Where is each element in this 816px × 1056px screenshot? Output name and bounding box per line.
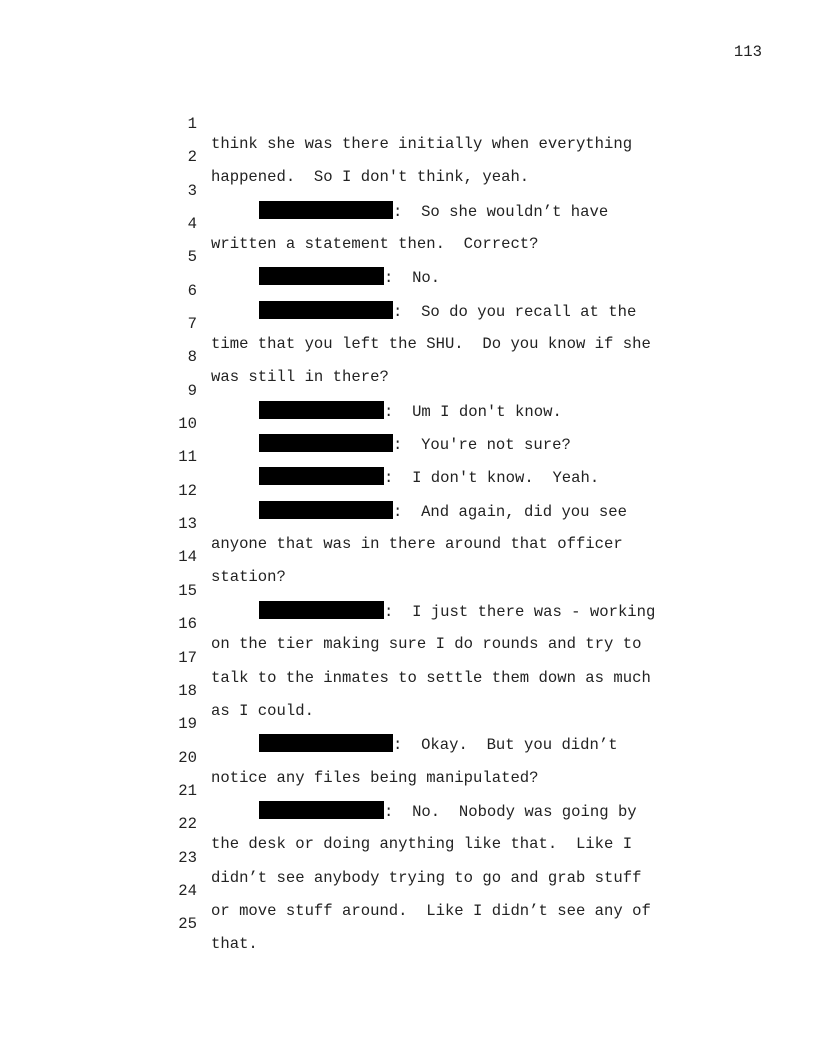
line-number: 8 [187, 348, 197, 367]
line-number: 19 [178, 715, 197, 734]
transcript-line [0, 594, 816, 654]
line-text: : And again, did you see [393, 502, 627, 521]
line-text: : Okay. But you didn’t [393, 736, 618, 755]
line-number: 2 [187, 148, 197, 167]
line-number: 10 [178, 415, 197, 434]
line-text: as I could. [211, 701, 314, 720]
transcript-line [0, 861, 816, 920]
transcript-line [0, 194, 816, 254]
line-number: 7 [187, 315, 197, 334]
transcript-line [0, 294, 816, 354]
transcript-line [0, 94, 816, 153]
transcript-line [0, 527, 816, 587]
line-text: the desk or doing anything like that. Like I [211, 835, 633, 854]
transcript-line [0, 394, 816, 455]
line-number: 6 [187, 281, 197, 300]
line-number: 17 [178, 648, 197, 667]
line-number: 13 [178, 515, 197, 534]
transcript-line [0, 728, 816, 787]
line-number: 15 [178, 581, 197, 600]
transcript-line [0, 461, 816, 521]
line-number: 1 [187, 115, 197, 133]
transcript-line [0, 261, 816, 321]
line-number: 18 [178, 681, 197, 700]
transcript-line [0, 894, 816, 954]
line-text: talk to the inmates to settle them down as much [211, 668, 651, 687]
line-number: 21 [178, 781, 197, 800]
line-text: : So do you recall at the [393, 302, 637, 321]
line-text: that. [211, 935, 258, 954]
transcript-line [0, 561, 816, 621]
line-text: was still in there? [211, 368, 389, 387]
line-text: : Um I don't know. [384, 402, 562, 421]
line-text: or move stuff around. Like I didn’t see any of [211, 901, 651, 920]
line-number: 22 [178, 815, 197, 834]
line-number: 23 [178, 848, 197, 867]
transcript-line [0, 494, 816, 554]
line-number: 9 [187, 381, 197, 400]
line-number: 20 [178, 748, 197, 767]
line-text: notice any files being manipulated? [211, 768, 539, 787]
transcript-line [0, 327, 816, 387]
page-number: 113 [733, 43, 762, 61]
line-text: time that you left the SHU. Do you know if she [211, 335, 651, 354]
transcript-line [0, 361, 816, 421]
line-text: written a statement then. Correct? [211, 235, 539, 254]
line-text: on the tier making sure I do rounds and try to [211, 635, 642, 654]
line-number: 24 [178, 881, 197, 900]
line-number: 11 [178, 448, 197, 467]
line-text: happened. So I don't think, yeah. [211, 168, 530, 187]
line-text: : I don't know. Yeah. [384, 469, 600, 488]
line-number: 4 [187, 215, 197, 234]
line-text: : You're not sure? [393, 436, 571, 455]
transcript-line [0, 794, 816, 854]
transcript-line [0, 694, 816, 755]
line-text: station? [211, 568, 286, 587]
transcript-line [0, 828, 816, 887]
line-number: 12 [178, 481, 197, 500]
line-number: 3 [187, 181, 197, 200]
line-text: didn’t see anybody trying to go and grab stuff [211, 868, 642, 887]
line-number: 25 [178, 915, 197, 934]
transcript-body [0, 94, 816, 954]
transcript-line [0, 427, 816, 488]
transcript-line [0, 661, 816, 720]
line-text: : No. [384, 269, 441, 288]
line-number: 5 [187, 248, 197, 267]
transcript-line [0, 161, 816, 221]
line-text: : No. Nobody was going by [384, 802, 637, 821]
line-text: : So she wouldn’t have [393, 202, 609, 221]
line-text: : I just there was - working [384, 602, 656, 621]
line-number: 16 [178, 615, 197, 634]
transcript-line [0, 127, 816, 187]
transcript-line [0, 227, 816, 288]
transcript-line [0, 628, 816, 687]
line-text: think she was there initially when everything [211, 135, 633, 153]
line-number: 14 [178, 548, 197, 567]
transcript-line [0, 761, 816, 821]
line-text: anyone that was in there around that officer [211, 535, 623, 554]
